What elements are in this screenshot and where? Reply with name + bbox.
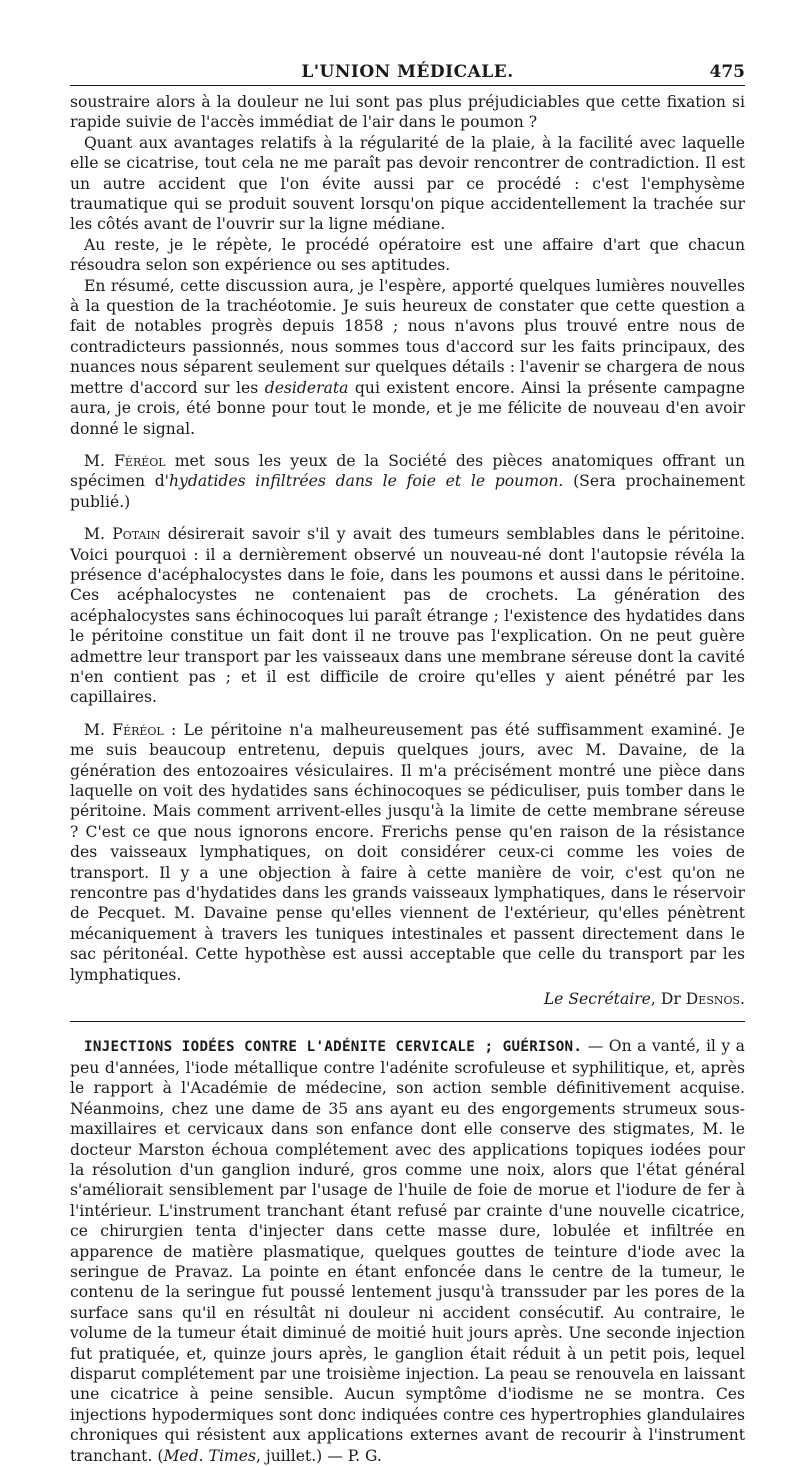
specimen-text-start: met sous les yeux de la Société des pièces anatomiques offrant un spécimen d' <box>70 451 745 491</box>
summary-text-start: En résumé, cette discussion aura, je l'espère, apporté quelques lumières nouvelles à la question de la trachéotomie. Je suis heureux de constater que cette question a fait de notables progrès depuis 1858 ; nous n'avons plus trouvé entre nous de contradicteurs passionnés, nous sommes tous d'accord sur les faits principaux, des nuances nous séparent seulement sur quelques détails : l'avenir se chargera de nous mettre d'accord sur les <box>70 276 745 397</box>
summary-text-end: qui existent encore. Ainsi la présente campagne aura, je crois, été bonne pour tout le monde, et je me félicite de nouveau d'en avoir donné le signal. <box>70 378 745 438</box>
signature-name: Desnos. <box>685 990 745 1009</box>
source-citation: Med. Times <box>163 1446 256 1465</box>
paragraph-summary <box>70 276 745 439</box>
journal-page <box>70 52 745 1466</box>
journal-title: L'UNION MÉDICALE. <box>301 62 514 82</box>
section-divider <box>70 1021 745 1022</box>
potain-text: désirerait savoir s'il y avait des tumeurs semblables dans le péritoine. Voici pourquoi : il a dernièrement observé un nouveau-né dont l'autopsie révéla la présence d'acéphalocystes dans le foie, dans les poumons et aussi dans le péritoine. Ces acéphalocystes ne contenaient pas de crochets. La génération des acéphalocystes sans échinocoques lui paraît étrange ; l'existence des hydatides dans le péritoine constitue un fait dont il ne trouve pas l'explication. On ne peut guère admettre leur transport par les vaisseaux dans une membrane séreuse dont la cavité n'en contient pas ; et il est difficile de croire qu'elles y aient pénétré par les capillaires. <box>70 525 745 707</box>
paragraph-continuation: soustraire alors à la douleur ne lui sont pas plus préjudiciables que cette fixation si rapide suivie de l'accès immédiat de l'air dans le poumon ? <box>70 93 745 132</box>
signature-title: Dr <box>660 990 681 1009</box>
specimen-text-end: (Sera prochainement publié.) <box>70 472 746 511</box>
paragraph-operative-procedure: Au reste, je le répète, le procédé opératoire est une affaire d'art que chacun résoudra selon son expérience ou ses aptitudes. <box>70 235 745 275</box>
paragraph-potain <box>70 524 745 708</box>
secretary-signature: Le Secrétaire, Dr Desnos. <box>543 990 745 1009</box>
paragraph-wound-advantages: Quant aux avantages relatifs à la régularité de la plaie, à la facilité avec laquelle elle se cicatrise, tout cela ne me paraît pas devoir rencontrer de contradiction. Il est un autre accident que l'on évite aussi par ce procédé : c'est l'emphysème traumatique qui se produit souvent lorsqu'on pique accidentellement la trachée sur les côtés avant de l'ouvrir sur la ligne médiane. <box>70 133 745 234</box>
iodine-text-end: , juillet.) — P. G. <box>255 1446 382 1465</box>
speaker-name: M. Potain <box>84 525 161 544</box>
fereol-reply-text: : Le péritoine n'a malheureusement pas été suffisamment examiné. Je me suis beaucoup entretenu, depuis quelques jours, avec M. Davaine, de la génération des entozoaires vésiculaires. Il m'a précisément montré une pièce dans laquelle on voit des hydatides sans échinocoques se pédiculiser, puis tomber dans le péritoine. Mais comment arrivent-elles jusqu'à la limite de cette membrane séreuse ? C'est ce que nous ignorons encore. Frerichs pense qu'en raison de la résistance des vaisseaux lymphatiques, on doit considérer ceux-ci comme les voies de transport. Il y a une objection à faire à cette manière de voir, c'est qu'on ne rencontre pas d'hydatides dans les grands vaisseaux lymphatiques, dans le réservoir de Pecquet. M. Davaine pense qu'elles viennent de l'extérieur, qu'elles pénètrent mécaniquement à travers les tuniques intestinales et passent directement dans le sac péritonéal. Cette hypothèse est aussi acceptable que celle du transport par les lymphatiques. <box>70 720 745 984</box>
running-header <box>70 52 745 88</box>
signature-role: Le Secrétaire <box>543 990 651 1009</box>
speaker-name: M. Féréol <box>84 451 166 470</box>
paragraph-iodine-injections <box>70 1036 745 1466</box>
speaker-name: M. Féréol <box>84 720 164 739</box>
iodine-text-start: — On a vanté, il y a peu d'années, l'iode métallique contre l'adénite scrofuleuse et syphilitique, et, après le rapport à l'Académie de médecine, son action semble définitivement acquise. Néanmoins, chez une dame de 35 ans ayant eu des engorgements strumeux sous-maxillaires et cervicaux dans son enfance dont elle conserve des stigmates, M. le docteur Marston échoua complétement avec des applications topiques iodées pour la résolution d'un ganglion induré, gros comme une noix, alors que l'état général s'améliorait sensiblement par l'usage de l'huile de foie de morue et l'iodure de fer à l'intérieur. L'instrument tranchant étant refusé par crainte d'une nouvelle cicatrice, ce chirurgien tenta d'injecter dans cette masse dure, lobulée et infiltrée en apparence de matière plasmatique, quelques gouttes de teinture d'iode avec la seringue de Pravaz. La pointe en étant enfoncée dans le centre de la tumeur, le contenu de la seringue fut poussé lentement jusqu'à transsuder par les pores de la surface sans qu'il en résultât ni douleur ni accident consécutif. Au contraire, le volume de la tumeur était diminué de moitié huit jours après. Une seconde injection fut pratiquée, et, quinze jours après, le ganglion était réduit à un petit pois, lequel disparut complétement par une troisième injection. La peau se renouvela en laissant une cicatrice à peine sensible. Aucun symptôme d'iodisme ne se montra. Ces injections hypodermiques sont donc indiquées contre ces hypertrophies glandulaires chroniques qui résistent aux applications externes avant de recourir à l'instrument tranchant. ( <box>70 1037 745 1465</box>
summary-italic-term: desiderata <box>264 378 349 397</box>
page-number: 475 <box>709 62 745 82</box>
paragraph-fereol-reply <box>70 720 745 985</box>
paragraph-fereol-specimen <box>70 451 745 512</box>
section-heading: INJECTIONS IODÉES CONTRE L'ADÉNITE CERVICALE ; GUÉRISON. <box>84 1039 583 1056</box>
specimen-italic-title: hydatides infiltrées dans le foie et le poumon. <box>168 472 564 491</box>
header-rule <box>70 85 745 86</box>
